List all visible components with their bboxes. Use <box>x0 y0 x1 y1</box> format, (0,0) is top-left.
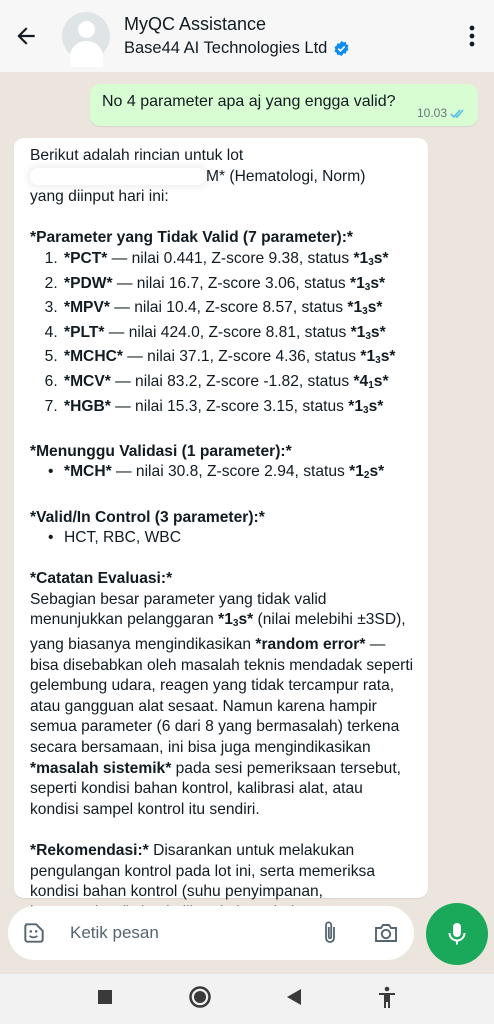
list-item: • *MCH* — nilai 30.8, Z-score 2.94, status $*1_2s*$ <box>48 462 414 487</box>
incoming-message[interactable] <box>14 138 428 901</box>
outgoing-message-text: No 4 parameter apa aj yang engga valid? <box>102 93 396 110</box>
redacted-lot-name <box>30 168 206 185</box>
list-item: 3. *MPV* — nilai 10.4, Z-score 8.57, status $*1_3s*$ <box>62 298 414 323</box>
intro-line-3: yang diinput hari ini: <box>30 188 169 206</box>
attach-button[interactable] <box>302 920 358 946</box>
triangle-back-icon <box>286 988 302 1006</box>
invalid-heading: *Parameter yang Tidak Valid (7 parameter):* <box>30 229 353 247</box>
valid-list <box>30 528 414 549</box>
emoji-button[interactable] <box>8 920 60 946</box>
system-navigation-bar <box>0 974 494 1024</box>
intro-line-2: M* (Hematologi, Norm) <box>30 167 414 188</box>
contact-subtitle <box>124 37 450 59</box>
list-item: 4. *PLT* — nilai 424.0, Z-score 8.81, status $*1_3s*$ <box>62 323 414 348</box>
business-name: Base44 AI Technologies Ltd <box>124 39 328 57</box>
sticker-smile-icon <box>21 920 47 946</box>
message-composer <box>8 906 414 960</box>
camera-icon <box>373 921 399 945</box>
message-meta <box>417 106 468 120</box>
valid-heading: *Valid/In Control (3 parameter):* <box>30 508 265 526</box>
chat-title-block[interactable] <box>124 13 450 59</box>
accessibility-button[interactable] <box>377 986 397 1013</box>
paperclip-icon <box>319 920 341 946</box>
recents-button[interactable] <box>97 989 113 1010</box>
list-item: 7. *HGB* — nilai 15.3, Z-score 3.15, status $*1_3s*$ <box>62 397 414 422</box>
back-button[interactable] <box>0 0 52 72</box>
more-vertical-icon <box>469 25 475 47</box>
intro-line-1: Berikut adalah rincian untuk lot <box>30 147 244 164</box>
evaluation-heading: *Catatan Evaluasi:* <box>30 570 173 588</box>
read-ticks-icon <box>450 108 468 119</box>
list-item: 5. *MCHC* — nilai 37.1, Z-score 4.36, status $*1_3s*$ <box>62 347 414 372</box>
accessibility-icon <box>377 986 397 1008</box>
contact-name: MyQC Assistance <box>124 14 267 34</box>
chat-area[interactable] <box>0 72 494 901</box>
message-input[interactable] <box>68 922 302 944</box>
avatar[interactable] <box>62 12 110 60</box>
microphone-icon <box>446 921 468 947</box>
voice-message-button[interactable] <box>426 903 488 965</box>
more-options-button[interactable] <box>450 0 494 72</box>
verified-badge-icon <box>333 40 350 57</box>
message-time: 10.03 <box>416 106 447 120</box>
list-item: • HCT, RBC, WBC <box>48 528 414 549</box>
camera-button[interactable] <box>358 921 414 945</box>
home-circle-icon <box>188 985 212 1009</box>
home-button[interactable] <box>188 985 212 1014</box>
arrow-left-icon <box>13 23 39 49</box>
waiting-list <box>30 462 414 487</box>
invalid-list <box>30 249 414 421</box>
list-item: 2. *PDW* — nilai 16.7, Z-score 3.06, status $*1_3s*$ <box>62 274 414 299</box>
chat-header <box>0 0 494 72</box>
square-icon <box>97 989 113 1005</box>
waiting-heading: *Menunggu Validasi (1 parameter):* <box>30 442 292 460</box>
recommendation-text: *Rekomendasi:* Disarankan untuk melakukan pengulangan kontrol pada lot ini, serta memeriksa kondisi bahan kontrol (suhu penyimpanan, <box>30 842 375 901</box>
outgoing-message[interactable] <box>90 84 478 126</box>
back-nav-button[interactable] <box>286 988 302 1011</box>
evaluation-text: Sebagian besar parameter yang tidak valid menunjukkan pelanggaran $*1_3s*$ (nilai melebihi ±3SD), yang biasanya mengindikasikan *random error* — bisa disebabkan oleh masalah teknis mendadak seperti gelembung udara, reagen yang tidak tercampur rata, atau gangguan alat sesaat. Namun karena hampir semua parameter (6 dari 8 yang bermasalah) terkena secara bersamaan, ini bisa juga mengindikasikan *masalah sistemik* pada sesi pemeriksaan tersebut, seperti kondisi bahan kontrol, kalibrasi alat, atau kondisi sampel kontrol itu sendiri. <box>30 590 414 818</box>
list-item: 1. *PCT* — nilai 0.441, Z-score 9.38, status $*1_3s*$ <box>62 249 414 274</box>
list-item: 6. *MCV* — nilai 83.2, Z-score -1.82, status $*4_1s*$ <box>62 372 414 397</box>
